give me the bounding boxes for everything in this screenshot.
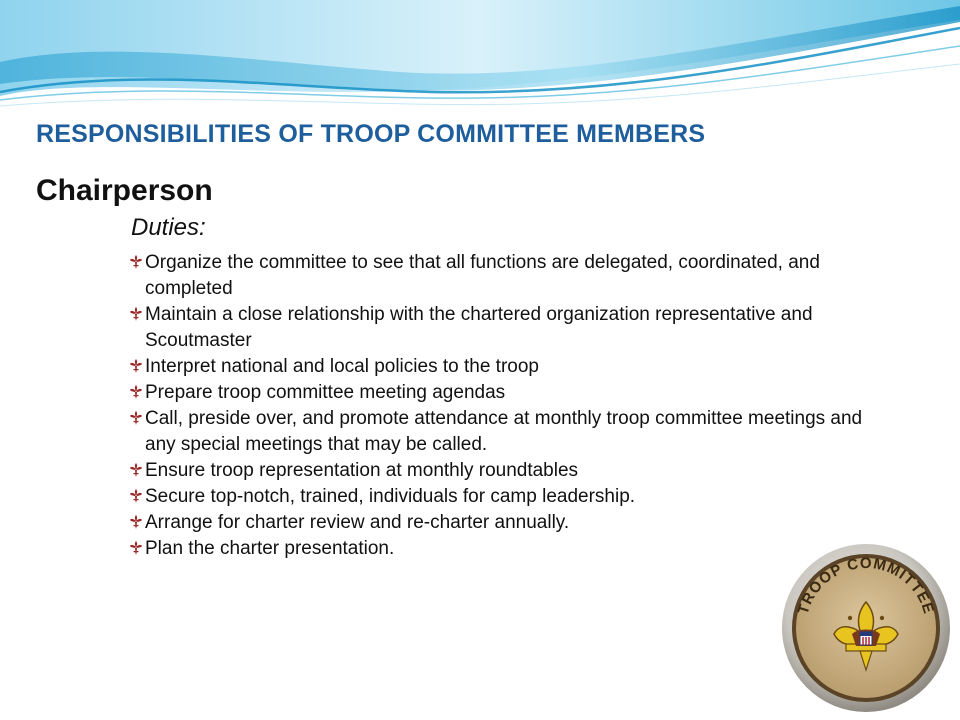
duty-text: Interpret national and local policies to the troop bbox=[145, 356, 539, 377]
fleur-de-lis-icon bbox=[129, 306, 143, 322]
slide-heading: RESPONSIBILITIES OF TROOP COMMITTEE MEMBERS bbox=[36, 120, 706, 148]
duty-item bbox=[128, 510, 888, 536]
duty-item bbox=[128, 406, 888, 458]
duty-item bbox=[128, 484, 888, 510]
header-wave-decoration bbox=[0, 0, 960, 130]
fleur-de-lis-icon bbox=[129, 488, 143, 504]
fleur-de-lis-icon bbox=[129, 410, 143, 426]
fleur-de-lis-icon bbox=[129, 384, 143, 400]
duties-label: Duties: bbox=[131, 214, 206, 241]
troop-committee-patch bbox=[780, 542, 952, 714]
fleur-de-lis-icon bbox=[129, 540, 143, 556]
fleur-de-lis-icon bbox=[129, 254, 143, 270]
role-title: Chairperson bbox=[36, 174, 213, 207]
duty-item bbox=[128, 354, 888, 380]
duties-list bbox=[128, 250, 888, 562]
duty-item bbox=[128, 250, 888, 302]
duty-text: Ensure troop representation at monthly roundtables bbox=[145, 460, 579, 481]
duty-item bbox=[128, 458, 888, 484]
duty-text: Maintain a close relationship with the chartered organization representative and Scoutmaster bbox=[145, 304, 813, 351]
duty-text: Organize the committee to see that all functions are delegated, coordinated, and completed bbox=[145, 252, 820, 299]
patch-label: TROOP COMMITTEE bbox=[794, 554, 938, 617]
duty-text: Arrange for charter review and re-charter annually. bbox=[145, 512, 570, 533]
duty-text: Call, preside over, and promote attendance at monthly troop committee meetings and any special meetings that may be called. bbox=[145, 408, 863, 455]
fleur-de-lis-icon bbox=[129, 462, 143, 478]
duty-text: Secure top-notch, trained, individuals for camp leadership. bbox=[145, 486, 636, 507]
duty-text: Plan the charter presentation. bbox=[145, 538, 395, 559]
duty-text: Prepare troop committee meeting agendas bbox=[145, 382, 506, 403]
duty-item bbox=[128, 380, 888, 406]
duty-item bbox=[128, 536, 888, 562]
fleur-de-lis-icon bbox=[129, 514, 143, 530]
duty-item bbox=[128, 302, 888, 354]
fleur-de-lis-icon bbox=[129, 358, 143, 374]
